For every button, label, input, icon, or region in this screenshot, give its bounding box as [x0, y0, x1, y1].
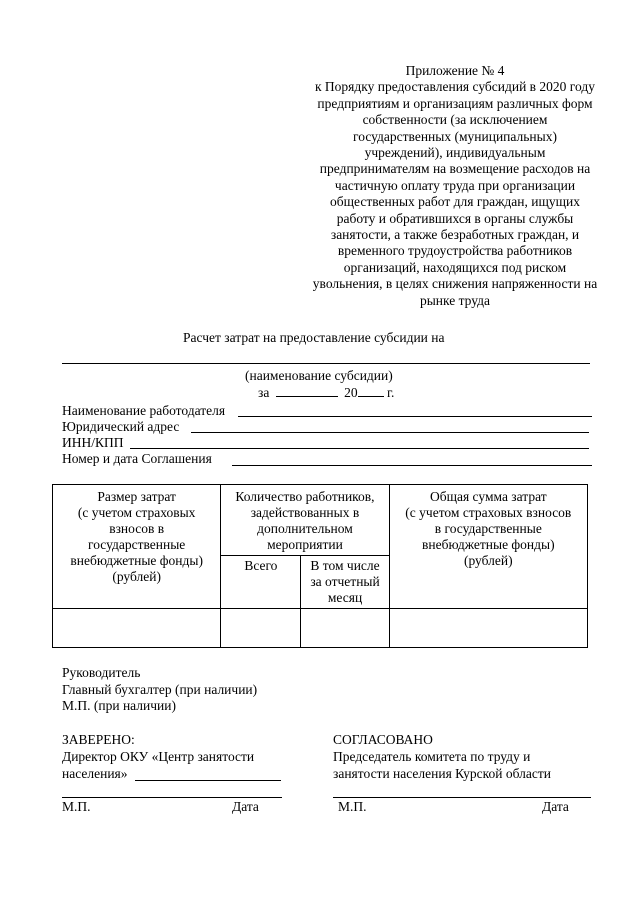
header-total-line: Общая сумма затрат	[429, 489, 547, 504]
approved-divider	[333, 797, 591, 798]
header-workers-line: задействованных в	[250, 505, 360, 520]
appendix-line: к Порядку предоставления субсидий в 2020 году	[315, 79, 595, 95]
header-cost	[53, 485, 221, 609]
appendix-line: увольнения, в целях снижения напряженности на	[312, 276, 598, 292]
appendix-line: рынке труда	[419, 292, 491, 308]
header-workers-total: Всего	[221, 556, 301, 609]
header-month-line: месяц	[327, 590, 363, 605]
employer-label: Наименование работодателя	[62, 403, 226, 418]
cell-total[interactable]	[389, 609, 587, 648]
certified-title: ЗАВЕРЕНО:	[62, 732, 135, 747]
period-row	[258, 385, 394, 401]
period-prefix: за	[258, 385, 270, 400]
approved-line2: занятости населения Курской области	[333, 766, 552, 781]
header-workers-line: дополнительном	[257, 521, 353, 536]
header-total-line: внебюджетные фонды)	[422, 537, 555, 552]
header-workers-line: Количество работников,	[235, 489, 375, 504]
header-month-line: за отчетный	[310, 574, 380, 589]
approved-title: СОГЛАСОВАНО	[333, 732, 433, 747]
cell-workers-month[interactable]	[301, 609, 389, 648]
header-month-line: В том числе	[310, 558, 380, 573]
period-blank[interactable]	[276, 396, 338, 397]
certified-date: Дата	[232, 799, 259, 814]
certified-line2: населения»	[62, 766, 128, 781]
header-total	[389, 485, 587, 609]
period-suffix: г.	[386, 385, 395, 400]
subsidy-caption: (наименование субсидии)	[245, 368, 393, 383]
header-workers-month	[301, 556, 389, 609]
appendix-title: Приложение № 4	[405, 63, 505, 78]
subsidy-name-line[interactable]	[62, 363, 590, 364]
appendix-line: организаций, находящихся под риском	[343, 259, 567, 275]
approved-date: Дата	[542, 799, 569, 814]
period-year-blank[interactable]	[358, 396, 384, 397]
cost-table	[52, 484, 588, 648]
address-label: Юридический адрес	[62, 419, 180, 434]
appendix-line: временного трудоустройства работников	[337, 243, 573, 259]
address-field[interactable]	[191, 432, 589, 433]
table-header-row	[53, 485, 588, 556]
header-cost-line: Размер затрат	[97, 489, 176, 504]
appendix-line: предпринимателям на возмещение расходов на	[319, 161, 591, 177]
agreement-label: Номер и дата Соглашения	[62, 451, 212, 466]
employer-field[interactable]	[238, 416, 592, 417]
appendix-line: частичную оплату труда при организации	[334, 177, 576, 193]
certified-line1: Директор ОКУ «Центр занятости	[62, 749, 255, 764]
approved-mp: М.П.	[338, 799, 367, 814]
appendix-line: занятости, а также безработных граждан, и	[330, 227, 580, 243]
cell-cost[interactable]	[53, 609, 221, 648]
header-total-line: в государственные	[434, 521, 542, 536]
certified-signature-field[interactable]	[135, 780, 281, 781]
appendix-line: работу и обратившихся в органы службы	[336, 210, 574, 226]
header-cost-line: государственные	[88, 537, 186, 552]
stamp-label: М.П. (при наличии)	[62, 698, 176, 713]
appendix-line: государственных (муниципальных)	[353, 128, 557, 144]
agreement-field[interactable]	[232, 465, 592, 466]
accountant-label: Главный бухгалтер (при наличии)	[62, 682, 258, 697]
table-row	[53, 609, 588, 648]
header-cost-line: взносов в	[109, 521, 165, 536]
inn-field[interactable]	[130, 448, 589, 449]
appendix-line: предприятиям и организациям различных форм	[317, 95, 593, 111]
header-cost-line: внебюджетные фонды)	[70, 553, 203, 568]
header-cost-line: (рублей)	[112, 569, 161, 584]
appendix-line: общественных работ для граждан, ищущих	[330, 194, 580, 210]
calculation-heading: Расчет затрат на предоставление субсидии на	[183, 330, 445, 345]
appendix-line: учреждений), индивидуальным	[364, 145, 546, 161]
head-label: Руководитель	[62, 665, 141, 680]
header-cost-line: (с учетом страховых	[77, 505, 196, 520]
header-total-line: (рублей)	[463, 553, 513, 568]
certified-divider	[62, 797, 282, 798]
appendix-line: собственности (за исключением	[362, 112, 548, 128]
cell-workers-total[interactable]	[221, 609, 301, 648]
header-workers-line: мероприятии	[267, 537, 343, 552]
inn-label: ИНН/КПП	[62, 435, 124, 450]
appendix-block	[290, 63, 620, 309]
header-workers	[221, 485, 389, 556]
approved-line1: Председатель комитета по труду и	[333, 749, 531, 764]
certified-mp: М.П.	[62, 799, 91, 814]
header-total-line: (с учетом страховых взносов	[405, 505, 572, 520]
period-year-prefix: 20	[344, 385, 358, 400]
